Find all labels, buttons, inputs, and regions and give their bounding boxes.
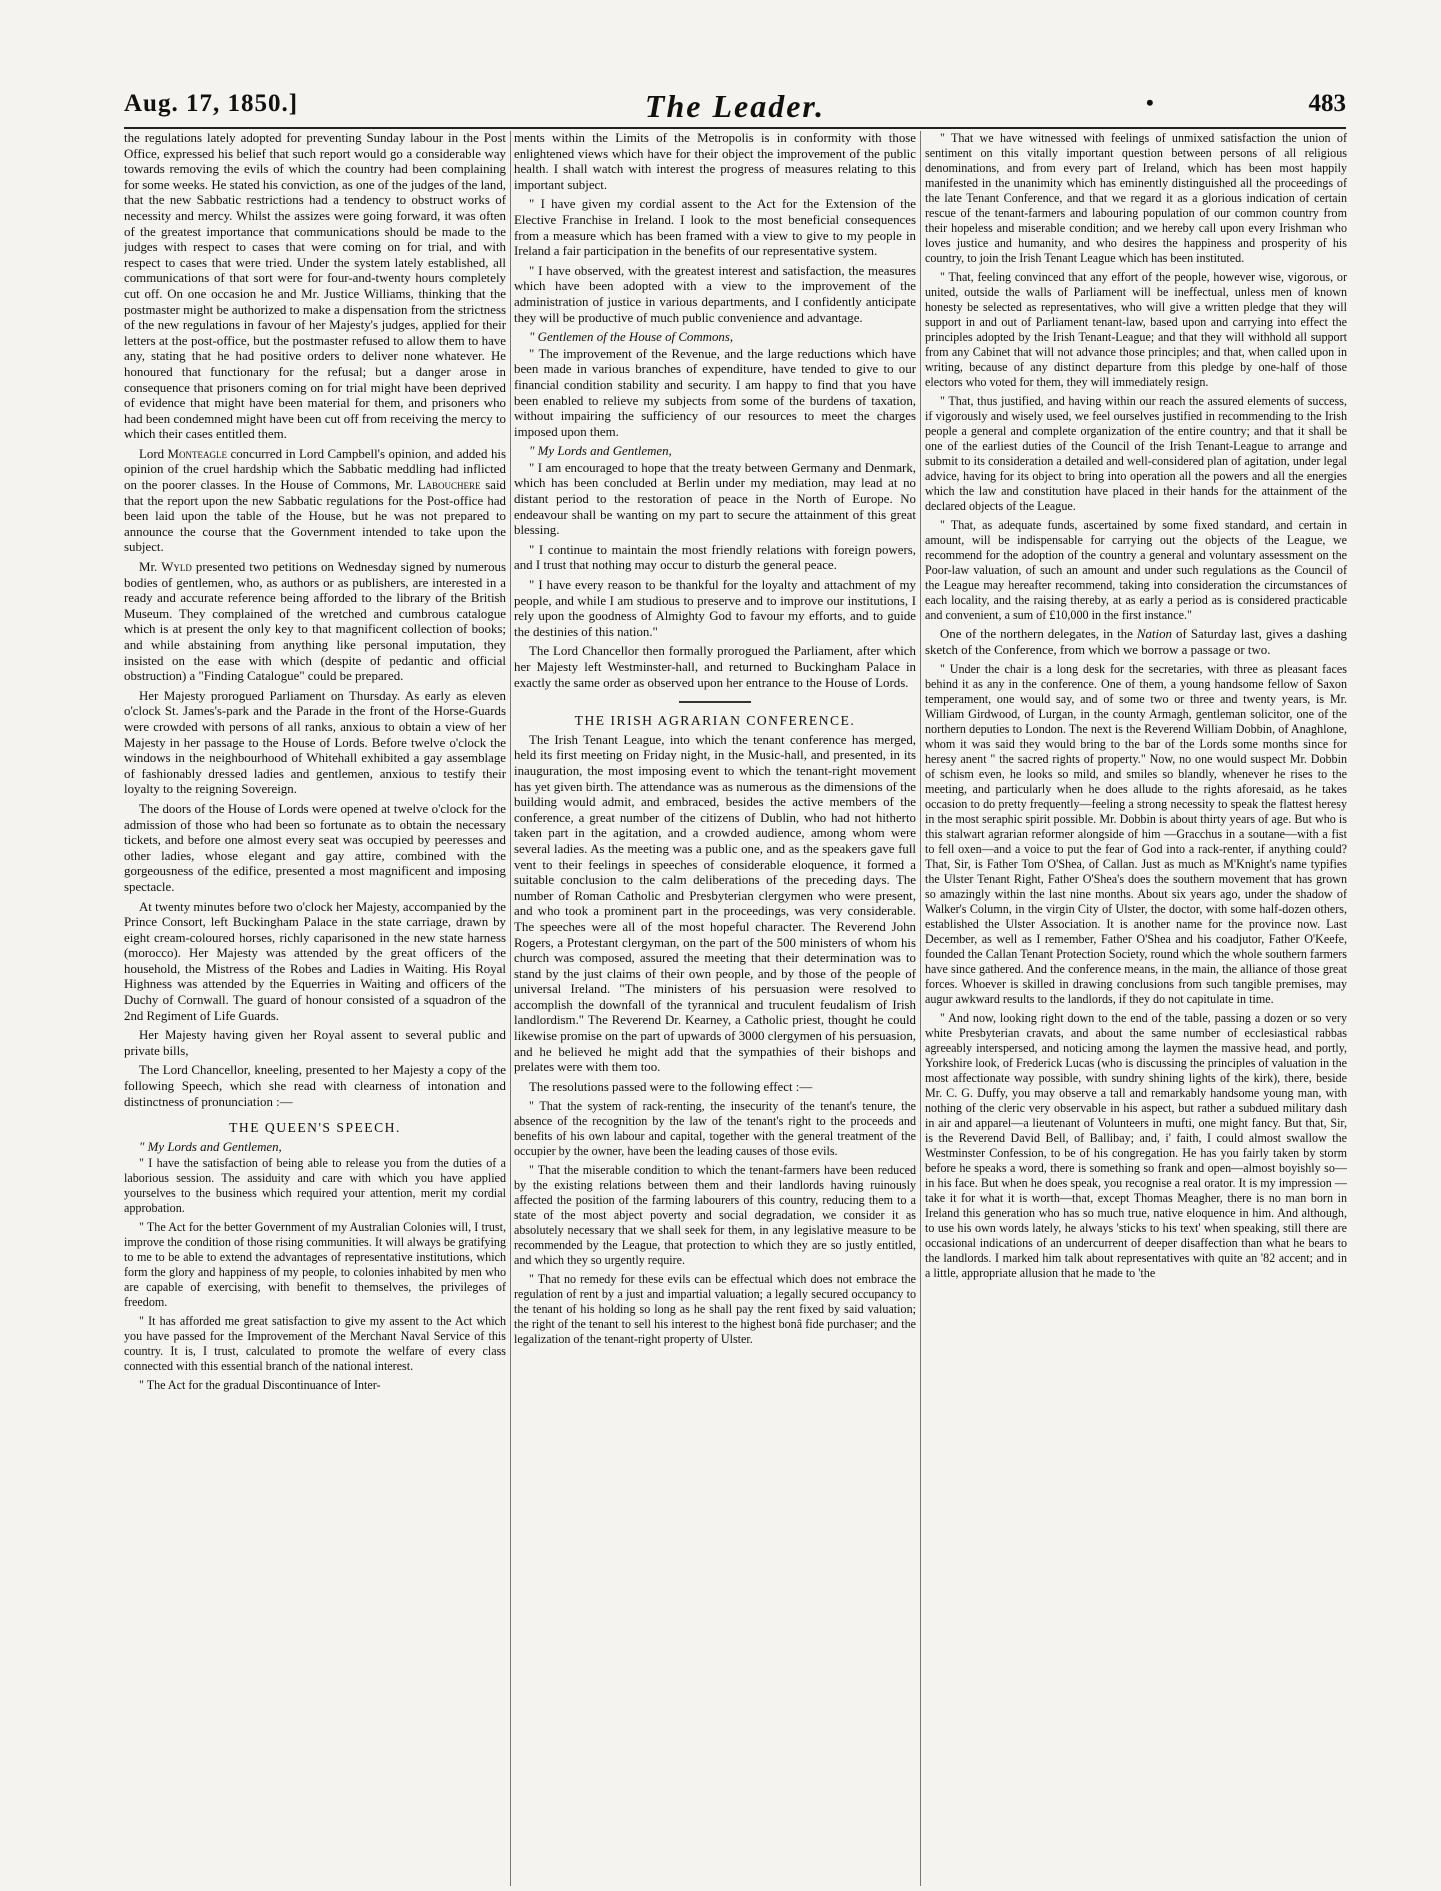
column-3 <box>925 131 1347 1886</box>
article-paragraph: The resolutions passed were to the following effect :— <box>529 1079 813 1094</box>
article-paragraph: the regulations lately adopted for preventing Sunday labour in the Post Office, expressed his belief that such report would go a considerable way towards removing the evils of which the country had been complaining for some weeks. He stated his conviction, as one of the judges of the land, that the new Sabbatic restrictions had a tendency to obstruct works of necessity and mercy. Whilst the assizes were going forward, it was often of the greatest importance that communications should be made to the judges with respect to cases that were coming on for trial, and with respect to cases that were tried. Under the system lately established, all communications of that sort were for four-and-twenty hours completely cut off. On one occasion he and Mr. Justice Williams, thinking that the postmaster might be authorized to make a dispensation from the strictness of the new regulations in favour of her Majesty's judges, applied for their letters at the post-office, but the postmaster refused to allow them to have any, stating that he had positive orders to deliver none whatever. He honoured that functionary for the refusal; but a danger arose in consequence that prisoners coming on for trial might have been deprived of evidence that might have been material for them, and prisoners who had been condemned might have been cut off from receiving the mercy to which their cases entitled them. <box>124 131 506 442</box>
article-paragraph: Her Majesty prorogued Parliament on Thursday. As early as eleven o'clock St. James's-park and the Parade in the front of the Horse-Guards were crowded with persons of all ranks, anxious to obtain a view of her Majesty in her passage to the House of Lords. Before twelve o'clock the windows in the neighbourhood of Whitehall exhibited a gay assemblage of fashionably dressed ladies and gentlemen, anxious to testify their loyalty to the reigning Sovereign. <box>124 688 506 797</box>
column-2 <box>514 131 916 1886</box>
text-run: Lord <box>139 446 168 461</box>
section-divider <box>679 701 751 703</box>
speech-paragraph: ments within the Limits of the Metropolis is in conformity with those enlightened views which have for their object the improvement of the public health. I shall watch with interest the progress of measures relating to this important subject. <box>514 131 916 192</box>
article-paragraph: The Lord Chancellor then formally prorogued the Parliament, after which her Majesty left Westminster-hall, and returned to Buckingham Palace in exactly the same order as observed upon her entrance to the House of Lords. <box>514 644 916 690</box>
text-run: of Saturday last, gives a dashing sketch of the Conference, from which we borrow a passage or two. <box>925 627 1347 657</box>
publication-name: Nation <box>1136 627 1172 641</box>
column-1 <box>124 131 506 1886</box>
article-paragraph <box>124 447 506 556</box>
section-heading-irish-conference: THE IRISH AGRARIAN CONFERENCE. <box>574 713 856 729</box>
quoted-paragraph: " And now, looking right down to the end of the table, passing a dozen or so very white Presbyterian cravats, and about the same number of ecclesiastical rabbas agreeably interspersed, and noticing among the laymen the massive head, and portly, Yorkshire look, of Frederick Lucas (who is discussing the principles of valuation in the most affectionate way possible, with sundry shining lights of the kirk), there, beside Mr. C. G. Duffy, you may observe a tall and remarkably handsome young man, with nothing of the cleric very observable in his aspect, but rather a subdued military dash in air and apparel—a lieutenant of Volunteers in mufti, one might fancy. But that, Sir, is the Reverend David Bell, of Ballibay; and, i' faith, I could almost swallow the Westminster Confession, to be of his congregation. He has you fairly taken by storm before he speaks a word, there is something so frank and open—almost boyishly so—in his face. But when he does speak, you recognise a real orator. It is my impression —take it for what it is worth—that, except Thomas Meagher, there is no man born in Ireland this generation who has so much true, native eloquence in him. And although, to use his own words lately, he always 'sticks to his text' when speaking, still there are occasional indications of an undercurrent of deeper disaffection than what he bears to the landlords. I marked him talk about representatives with quite an '82 accent; and in a little, appropriate allusion that he made to 'the <box>925 1011 1347 1281</box>
article-paragraph <box>925 627 1347 658</box>
text-run: concurred in Lord Campbell's opinion, and added his opinion of the cruel hardship which the Sabbatic meddling had inflicted on the poorer classes. In the House of Commons, Mr. <box>124 446 506 493</box>
speech-salutation: " Gentlemen of the House of Commons, <box>529 330 734 345</box>
page-number: 483 <box>1308 90 1346 117</box>
quoted-paragraph: " Under the chair is a long desk for the secretaries, with three as pleasant faces behind it as any in the conference. One of them, a young handsome fellow of Saxon temperament, one would say, and of some two or three and twenty years, is Mr. William Girdwood, of Lurgan, in the county Armagh, gentleman solicitor, one of the northern deputies to London. The next is the Reverend William Dobbin, of Anaghlone, whom it was said they would bring to the bar of the Lords some months since for heresy anent " the sacred rights of property." Now, no one would suspect Mr. Dobbin of schism even, he looks so mild, and smiles so blandly, whenever he rises to the meeting, and particularly when he does allude to the rights aforesaid, as he takes occasion to do pretty frequently—feeling a strong necessity to speak the flattest heresy in the most seraphic spirit possible. Mr. Dobbin is about thirty years of age. But who is this stalwart agrarian reformer alongside of him —Gracchus in a soutane—with a fist to fell oxen—and a voice to put the fear of God into a rack-renter, if anything could? That, Sir, is Father Tom O'Shea, of Callan. Just as much as M'Knight's name typifies the Ulster Tenant Right, Father O'Shea's does the southern movement that has grown so amazingly within the last nine months. About six years ago, under the shadow of Walker's Column, in the virgin City of Ulster, the doctor, with some half-dozen others, established the Ulster Association. It is another name for the province now. Last December, as well as I remember, Father O'Shea and his coadjutor, Father O'Keefe, founded the Callan Tenant Protection Society, round which the whole southern farmers have since gathered. And the conference means, in the main, the alliance of those great forces. Whoever is skilled in drawing conclusions from such tangible premises, may augur awkward results to the landlords, if they do not capitulate in time. <box>925 662 1347 1007</box>
text-run: presented two petitions on Wednesday signed by numerous bodies of gentlemen, who, as authors or as publishers, are interested in a ready and accurate reference being afforded to the library of the British Museum. They complained of the wretched and cumbrous catalogue which is at present the only key to that magnificent collection of books; and while abstaining from anything like personal imputation, they insisted on the ease with which (despite of pedantic and official obstruction) a "Finding Catalogue" could be prepared. <box>124 560 506 684</box>
resolution-paragraph: " That, feeling convinced that any effort of the people, however wise, vigorous, or united, outside the walls of Parliament will be ineffectual, unless men of known honesty be selected as representatives, who will give a written pledge that they will support in and out of Parliament tenant-law, based upon and carrying into effect the principles adopted by the Irish Tenant-League; and that they will withhold all support from any Cabinet that will not advance those principles; and that, when called upon in writing, because of any distinct departure from this pledge by one-half of those electors who voted for them, they will immediately resign. <box>925 270 1347 389</box>
column-separator-1 <box>510 131 511 1886</box>
resolution-paragraph: " That no remedy for these evils can be effectual which does not embrace the regulation of rent by a just and impartial valuation; a legally secured occupancy to the tenant of his holding so long as he shall pay the rent fixed by said valuation; the right of the tenant to sell his interest to the highest bonâ fide purchaser; and the legalization of the tenant-right property of Ulster. <box>514 1272 916 1347</box>
article-paragraph: The doors of the House of Lords were opened at twelve o'clock for the admission of those who had been so fortunate as to obtain the necessary tickets, and before one almost every seat was occupied by peeresses and other ladies, whose elegant and gay attire, combined with the gorgeousness of the edifice, presented a most magnificent and imposing spectacle. <box>124 801 506 894</box>
name-smallcaps: Wyld <box>161 560 192 575</box>
resolution-paragraph: " That the system of rack-renting, the insecurity of the tenant's tenure, the absence of the recognition by the law of the tenant's right to the proceeds and benefits of his own labour and capital, together with the general treatment of the occupier by the owner, have been the leading causes of those evils. <box>514 1099 916 1159</box>
speech-paragraph: " I have every reason to be thankful for the loyalty and attachment of my people, and while I am studious to preserve and to improve our institutions, I rely upon the goodness of Almighty God to favour my efforts, and to guide the destinies of this nation." <box>514 578 916 639</box>
newspaper-title: The Leader. <box>644 88 826 124</box>
resolution-paragraph: " That, as adequate funds, ascertained by some fixed standard, and certain in amount, will be indispensable for carrying out the objects of the League, we recommend for the adoption of the country a general and voluntary assessment on the Poor-law valuation, of such an amount and under such regulations as the Council of the League may hereafter recommend, taking into consideration the circumstances of each locality, and the raising thereby, at as early a period as is considered practicable and convenient, a sum of £10,000 in the first instance." <box>925 518 1347 622</box>
masthead-dot: • <box>1146 90 1154 115</box>
article-paragraph: Her Majesty having given her Royal assent to several public and private bills, <box>124 1028 506 1058</box>
speech-salutation: " My Lords and Gentlemen, <box>139 1139 282 1154</box>
issue-date: Aug. 17, 1850.] <box>124 90 299 117</box>
speech-paragraph: " The improvement of the Revenue, and the large reductions which have been made in various branches of expenditure, have tended to give to our financial condition stability and security. I am happy to find that you have been enabled to relieve my subjects from some of the burdens of taxation, without impairing the sufficiency of our resources to meet the charges imposed upon them. <box>514 346 916 439</box>
masthead <box>124 88 1346 122</box>
name-smallcaps: Monteagle <box>167 446 227 461</box>
speech-paragraph: " The Act for the better Government of my Australian Colonies will, I trust, improve the condition of those rising communities. It will always be gratifying to me to be able to extend the advantages of representative institutions, which form the glory and happiness of my people, to colonies inhabited by men who are capable of exercising, with benefit to themselves, the privileges of freedom. <box>124 1220 506 1310</box>
speech-paragraph: " The Act for the gradual Discontinuance of Inter- <box>139 1378 381 1393</box>
header-rule <box>124 127 1346 129</box>
text-run: Mr. <box>139 560 162 575</box>
resolution-paragraph: " That the miserable condition to which the tenant-farmers have been reduced by the existing relations between them and their landlords having ruinously affected the position of the farming labourers of this country, reducing them to a state of the most abject poverty and social degradation, we consider it as absolutely necessary that we shall seek for them, in any legislative measure to be recommended by the League, that protection to which they are so justly entitled, and which they so urgently require. <box>514 1163 916 1268</box>
article-paragraph: The Irish Tenant League, into which the tenant conference has merged, held its first meeting on Friday night, in the Music-hall, and presented, in its inauguration, the most imposing event to which the tenant-right movement has yet given birth. The attendance was as numerous as the dimensions of the building would admit, and embraced, besides the active members of the conference, a great number of the citizens of Dublin, who had not hitherto taken part in the agitation, and a crowded audience, among whom were several ladies. As the meeting was a public one, and as the speakers gave full vent to their feelings in speeches of considerable eloquence, it formed a suitable conclusion to the calm deliberations of the preceding days. The number of Roman Catholic and Presbyterian clergymen who were present, and who took a prominent part in the proceedings, was very considerable. The speeches were all of the most hopeful character. The Reverend John Rogers, a Protestant clergyman, on the part of the 500 ministers of whom his church was composed, assured the meeting that their determination was to stand by the just claims of their own people, and by those of the people of universal Ireland. "The ministers of his persuasion were resolved to accomplish the downfall of the tyrannical and truculent feudalism of Irish landlordism." The Reverend Dr. Kearney, a Catholic priest, thought he could likewise promise on the part of upwards of 3000 clergymen of his persuasion, and he believed he might add that the sympathies of their bishops and prelates were with them too. <box>514 732 916 1075</box>
speech-paragraph: " I have the satisfaction of being able to release you from the duties of a laborious session. The assiduity and care with which you have applied yourselves to the business which required your attention, merit my cordial approbation. <box>124 1156 506 1216</box>
speech-paragraph: " It has afforded me great satisfaction to give my assent to the Act which you have passed for the Improvement of the Merchant Naval Service of this country. It is, I trust, calculated to promote the welfare of every class connected with this essential branch of the national interest. <box>124 1314 506 1374</box>
resolution-paragraph: " That, thus justified, and having within our reach the assured elements of success, if vigorously and wisely used, we feel ourselves justified in recommending to the Irish people a general and complete organization of the entire country; and that it shall be one of the earliest duties of the Council of the Irish Tenant-League to arrange and submit to its consideration a detailed and well-considered plan of agitation, under legal advice, having for its object to bring into operation all the powers and all the energies which the law and constitution have placed in their hands for the attainment of the declared objects of the League. <box>925 394 1347 513</box>
article-paragraph: The Lord Chancellor, kneeling, presented to her Majesty a copy of the following Speech, which she read with clearness of intonation and distinctness of pronunciation :— <box>124 1063 506 1109</box>
name-smallcaps: Labouchere <box>417 478 481 493</box>
speech-salutation: " My Lords and Gentlemen, <box>529 444 672 459</box>
resolution-paragraph: " That we have witnessed with feelings of unmixed satisfaction the union of sentiment on this vitally important question between persons of all religious denominations, and from every part of Ireland, which has been most happily manifested in the unanimity which has eminently distinguished all the proceedings of the late Tenant Conference, and that we regard it as a glorious indication of certain rescue of the tenant-farmers and labouring population of our common country from their hopeless and miserable condition; and we hereby call upon every Irishman who loves justice and humanity, and who desires the happiness and prosperity of his country, to join the Irish Tenant League which has been instituted. <box>925 131 1347 265</box>
article-paragraph <box>124 560 506 685</box>
column-separator-2 <box>920 131 921 1886</box>
speech-paragraph: " I have observed, with the greatest interest and satisfaction, the measures which have been adopted with a view to the improvement of the administration of justice in various departments, and I confidently anticipate they will be productive of much public convenience and advantage. <box>514 263 916 325</box>
speech-paragraph: " I continue to maintain the most friendly relations with foreign powers, and I trust that nothing may occur to disturb the general peace. <box>514 542 916 573</box>
text-run: One of the northern delegates, in the <box>940 627 1137 641</box>
speech-paragraph: " I am encouraged to hope that the treaty between Germany and Denmark, which has been concluded at Berlin under my mediation, may lead at no distant period to the restoration of peace in the North of Europe. No endeavour shall be wanting on my part to secure the attainment of this great blessing. <box>514 460 916 538</box>
speech-paragraph: " I have given my cordial assent to the Act for the Extension of the Elective Franchise in Ireland. I look to the most beneficial consequences from a measure which has been framed with a view to give to my people in Ireland a fair participation in the benefits of our representative system. <box>514 197 916 259</box>
section-heading-queens-speech: THE QUEEN'S SPEECH. <box>229 1120 401 1136</box>
text-run: said that the report upon the new Sabbatic regulations for the Post-office had been laid upon the table of the House, but he was not prepared to announce the course that the Government intended to take upon the subject. <box>124 478 506 555</box>
article-paragraph: At twenty minutes before two o'clock her Majesty, accompanied by the Prince Consort, left Buckingham Palace in the state carriage, drawn by eight cream-coloured horses, richly caparisoned in the new state harness (morocco). Her Majesty was attended by the great officers of the household, the Mistress of the Robes and Ladies in Waiting. His Royal Highness was attended by the Equerries in Waiting and officers of the Duchy of Cornwall. The guard of honour consisted of a squadron of the 2nd Regiment of Life Guards. <box>124 899 506 1023</box>
